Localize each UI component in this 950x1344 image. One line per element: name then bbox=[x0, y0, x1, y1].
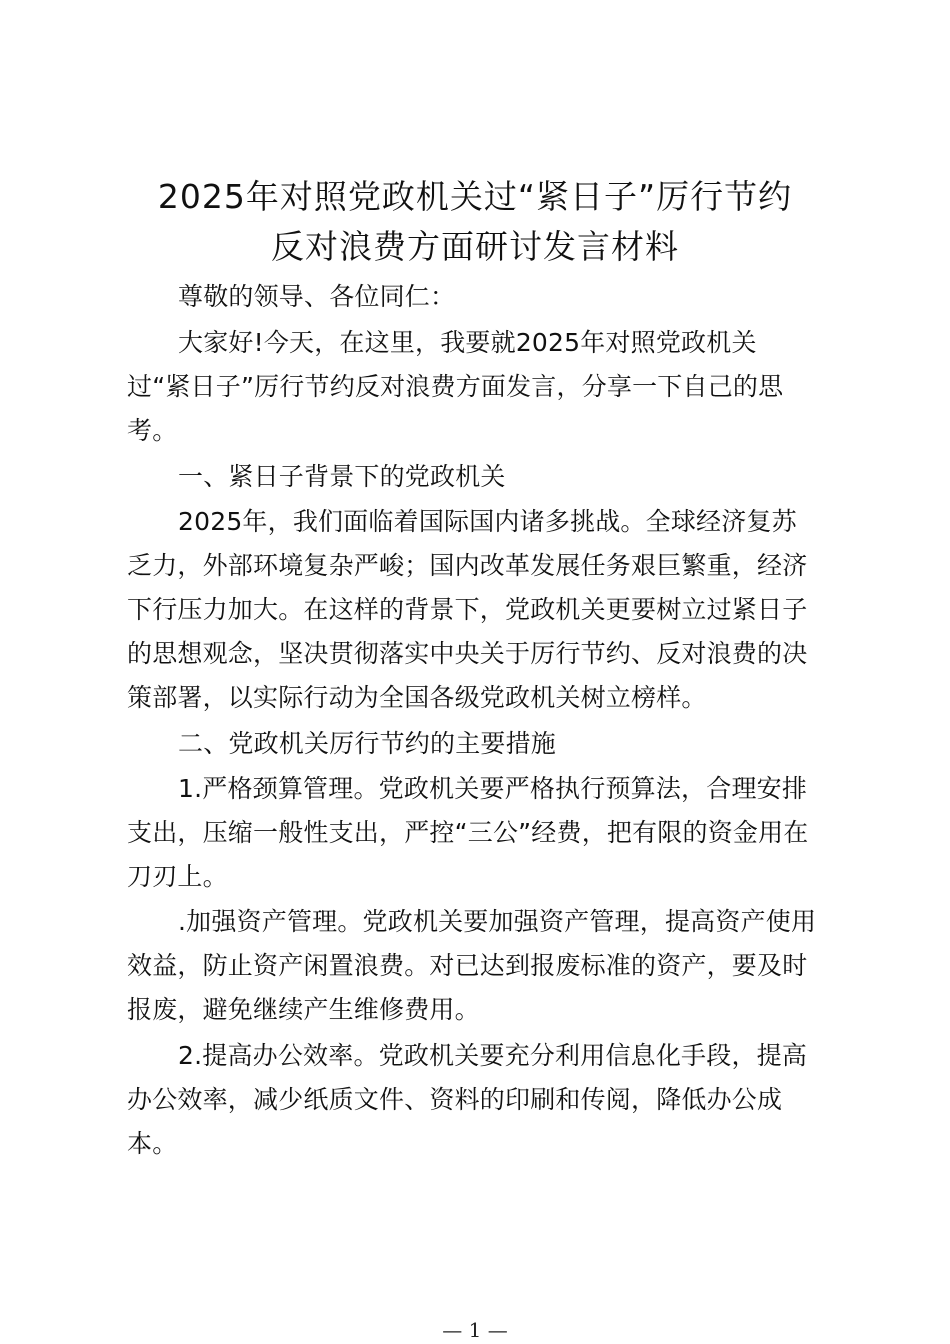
section-1-line-5: 策部署，以实际行动为全国各级党政机关树立榜样。 bbox=[127, 683, 707, 712]
item-2-line-2: 办公效率，减少纸质文件、资料的印刷和传阅，降低办公成 bbox=[127, 1085, 783, 1114]
page-number: — 1 — bbox=[442, 1318, 508, 1342]
item-1-line-3: 刀刃上。 bbox=[127, 862, 228, 891]
item-2-line-3: 本。 bbox=[127, 1129, 178, 1158]
item-1-line-2: 支出，压缩一般性支出，严控“三公”经费，把有限的资金用在 bbox=[127, 818, 809, 847]
item-asset-line-2: 效益，防止资产闲置浪费。对已达到报废标准的资产，要及时 bbox=[127, 951, 808, 980]
document-title-line-2: 反对浪费方面研讨发言材料 bbox=[271, 227, 679, 266]
salutation: 尊敬的领导、各位同仁： bbox=[178, 282, 456, 311]
item-asset-line-1: .加强资产管理。党政机关要加强资产管理，提高资产使用 bbox=[178, 907, 817, 936]
item-1-line-1: 1.严格颈算管理。党政机关要严格执行预算法，合理安排 bbox=[178, 774, 808, 803]
item-asset-line-3: 报废，避免继续产生维修费用。 bbox=[127, 995, 480, 1024]
section-1-line-3: 下行压力加大。在这样的背景下，党政机关更要树立过紧日子 bbox=[127, 595, 808, 624]
document-title-line-1: 2025年对照党政机关过“紧日子”厉行节约 bbox=[157, 177, 793, 216]
section-1-line-4: 的思想观念，坚决贯彻落实中央关于厉行节约、反对浪费的决 bbox=[127, 639, 808, 668]
item-2-line-1: 2.提高办公效率。党政机关要充分利用信息化手段，提高 bbox=[178, 1041, 808, 1070]
intro-line-3: 考。 bbox=[127, 416, 178, 445]
section-1-line-1: 2025年，我们面临着国际国内诸多挑战。全球经济复苏 bbox=[178, 507, 797, 536]
section-1-line-2: 乏力，外部环境复杂严峻；国内改革发展任务艰巨繁重，经济 bbox=[127, 551, 808, 580]
intro-line-1: 大家好!今天，在这里，我要就2025年对照党政机关 bbox=[178, 328, 757, 357]
intro-line-2: 过“紧日子”厉行节约反对浪费方面发言，分享一下自己的思 bbox=[127, 372, 784, 401]
section-1-heading: 一、紧日子背景下的党政机关 bbox=[178, 462, 506, 491]
section-2-heading: 二、党政机关厉行节约的主要措施 bbox=[178, 729, 557, 758]
